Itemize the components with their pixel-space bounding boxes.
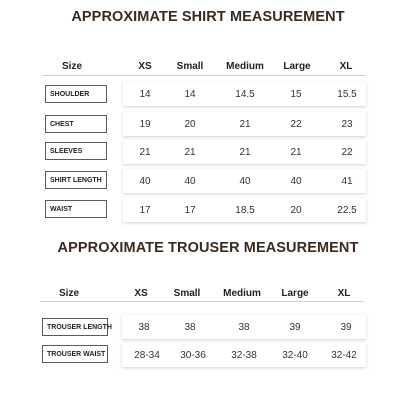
table-cell: 20 bbox=[290, 205, 302, 216]
row-label: SHOULDER bbox=[45, 85, 107, 103]
table-cell: 32-40 bbox=[282, 350, 308, 361]
row-label: SHIRT LENGTH bbox=[45, 171, 107, 189]
table-cell: 22 bbox=[290, 119, 302, 130]
table-cell: 14 bbox=[139, 89, 151, 100]
table-cell: 38 bbox=[184, 322, 196, 333]
table-cell: 40 bbox=[139, 176, 151, 187]
table-cell: 14 bbox=[184, 89, 196, 100]
trouser-header-large: Large bbox=[281, 288, 309, 299]
table-cell: 22.5 bbox=[337, 205, 357, 216]
table-cell: 20 bbox=[184, 119, 196, 130]
table-cell: 23 bbox=[341, 119, 353, 130]
table-cell: 40 bbox=[290, 176, 302, 187]
table-cell: 32-42 bbox=[331, 350, 357, 361]
trouser-header-divider bbox=[40, 301, 364, 302]
row-label: CHEST bbox=[45, 115, 107, 133]
shirt-header-small: Small bbox=[176, 61, 204, 72]
trouser-header-size: Size bbox=[58, 288, 80, 299]
table-cell: 38 bbox=[138, 322, 150, 333]
table-cell: 22 bbox=[341, 147, 353, 158]
table-cell: 21 bbox=[184, 147, 196, 158]
shirt-header-size: Size bbox=[61, 61, 83, 72]
table-cell: 40 bbox=[239, 176, 251, 187]
trouser-table-title: APPROXIMATE TROUSER MEASUREMENT bbox=[57, 240, 359, 256]
trouser-header-xl: XL bbox=[337, 288, 351, 299]
shirt-header-xs: XS bbox=[138, 61, 152, 72]
shirt-header-divider bbox=[42, 75, 366, 76]
trouser-header-small: Small bbox=[173, 288, 201, 299]
trouser-header-medium: Medium bbox=[223, 288, 261, 299]
shirt-table-title: APPROXIMATE SHIRT MEASUREMENT bbox=[71, 9, 345, 25]
table-cell: 39 bbox=[289, 322, 301, 333]
table-cell: 17 bbox=[139, 205, 151, 216]
table-cell: 15.5 bbox=[337, 89, 357, 100]
table-cell: 18.5 bbox=[235, 205, 255, 216]
shirt-header-large: Large bbox=[283, 61, 311, 72]
table-cell: 21 bbox=[139, 147, 151, 158]
row-label: SLEEVES bbox=[45, 142, 107, 160]
table-cell: 41 bbox=[341, 176, 353, 187]
table-cell: 28-34 bbox=[134, 350, 160, 361]
row-label: TROUSER LENGTH bbox=[42, 318, 108, 336]
table-cell: 17 bbox=[184, 205, 196, 216]
row-label: TROUSER WAIST bbox=[42, 345, 108, 363]
table-cell: 21 bbox=[239, 119, 251, 130]
table-cell: 19 bbox=[139, 119, 151, 130]
shirt-header-xl: XL bbox=[339, 61, 353, 72]
table-cell: 39 bbox=[340, 322, 352, 333]
table-cell: 21 bbox=[239, 147, 251, 158]
table-cell: 14.5 bbox=[235, 89, 255, 100]
table-cell: 38 bbox=[238, 322, 250, 333]
table-cell: 21 bbox=[290, 147, 302, 158]
table-cell: 32-38 bbox=[231, 350, 257, 361]
table-cell: 15 bbox=[290, 89, 302, 100]
trouser-header-xs: XS bbox=[134, 288, 148, 299]
shirt-header-medium: Medium bbox=[226, 61, 264, 72]
row-label: WAIST bbox=[45, 200, 107, 218]
table-cell: 30-36 bbox=[180, 350, 206, 361]
table-cell: 40 bbox=[184, 176, 196, 187]
